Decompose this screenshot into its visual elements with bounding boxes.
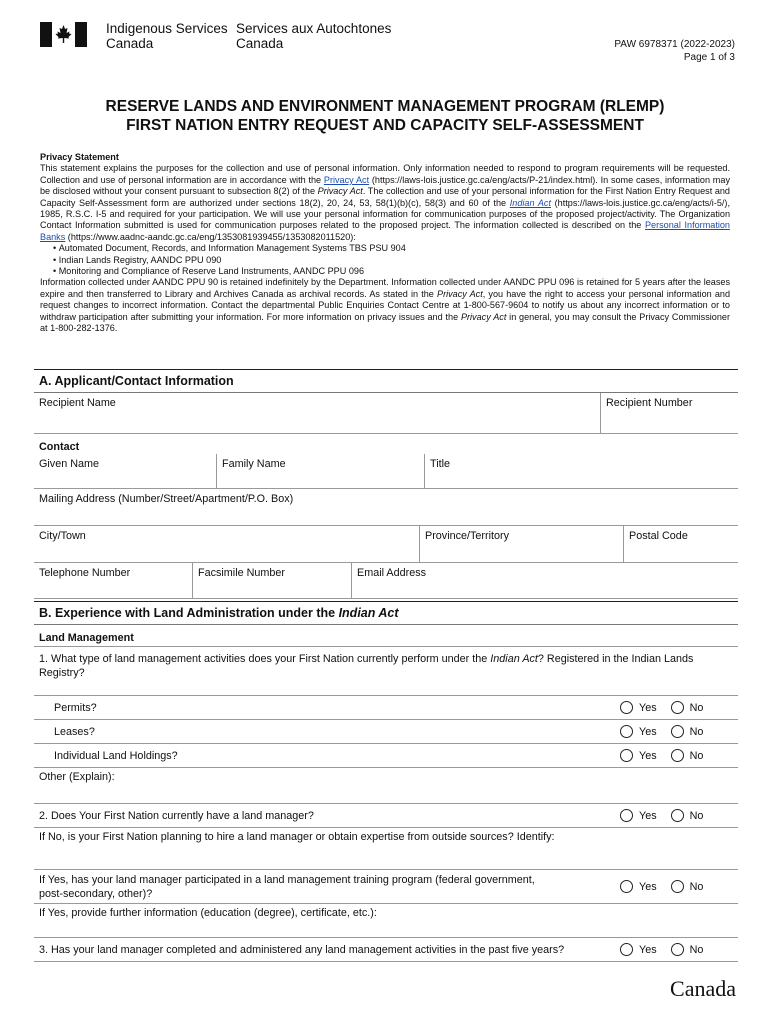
province-field[interactable] xyxy=(420,526,624,562)
radio-icon xyxy=(620,749,633,762)
radio-icon xyxy=(620,725,633,738)
permits-label: Permits? xyxy=(54,701,97,714)
land-management-subheading: Land Management xyxy=(34,625,738,647)
recipient-name-field[interactable] xyxy=(34,393,601,433)
field-label: Recipient Name xyxy=(39,397,116,409)
privacy-text: in general, you may consult the Privacy Commissioner at 1-800-282-1376. xyxy=(40,311,730,334)
leases-label: Leases? xyxy=(54,725,95,738)
radio-icon xyxy=(671,880,684,893)
list-item: • Indian Lands Registry, AANDC PPU 090 xyxy=(53,255,730,266)
question-1 xyxy=(34,647,738,696)
section-b-heading-ital: Indian Act xyxy=(338,606,399,620)
no-label: No xyxy=(689,749,704,762)
canada-flag-icon xyxy=(40,22,87,47)
list-item: • Monitoring and Compliance of Reserve Land Instruments, AANDC PPU 096 xyxy=(53,266,730,277)
training-yes-radio[interactable] xyxy=(620,880,657,893)
telephone-field[interactable] xyxy=(34,563,193,598)
q2-yes-training-text: If Yes, has your land manager participated in a land management training program (federal government, post-secondary, other)? xyxy=(39,873,535,900)
field-label: Email Address xyxy=(357,567,427,579)
section-a-heading: A. Applicant/Contact Information xyxy=(34,369,738,393)
canada-wordmark: Canada xyxy=(670,976,736,1001)
question-2-text: 2. Does Your First Nation currently have a land manager? xyxy=(39,809,314,822)
q3-no-radio[interactable] xyxy=(671,943,704,956)
q2-yes-training-row xyxy=(34,870,738,904)
privacy-paragraph-1 xyxy=(40,163,730,243)
q3-yes-radio[interactable] xyxy=(620,943,657,956)
postal-code-field[interactable] xyxy=(624,526,738,562)
section-b-heading-text: B. Experience with Land Administration under the xyxy=(39,606,339,620)
radio-icon xyxy=(620,809,633,822)
permits-no-radio[interactable] xyxy=(671,701,704,714)
field-label: City/Town xyxy=(39,530,86,542)
yes-label: Yes xyxy=(639,809,657,822)
department-name-en xyxy=(106,21,228,51)
privacy-act-link[interactable]: Privacy Act xyxy=(323,174,370,185)
no-label: No xyxy=(689,725,704,738)
form-body xyxy=(34,369,738,962)
privacy-text: (https://www.aadnc-aandc.gc.ca/eng/1353081939455/1353082011520): xyxy=(65,231,356,242)
yes-label: Yes xyxy=(639,749,657,762)
city-field[interactable] xyxy=(34,526,420,562)
no-label: No xyxy=(689,701,704,714)
question-text: ? Registered in the Indian Lands Registry? xyxy=(39,653,694,679)
dept-fr-line2: Canada xyxy=(236,36,284,51)
page-number: Page 1 of 3 xyxy=(683,52,735,63)
privacy-text: Privacy Act xyxy=(460,311,507,322)
privacy-text: (https://laws-lois.justice.gc.ca/eng/acts/P-21/index.html). In some cases, information may be disclosed without your consent pursuant to subsection 8(2) of the xyxy=(40,174,730,197)
contact-subheading: Contact xyxy=(39,441,80,453)
privacy-text: Privacy Act xyxy=(317,186,363,197)
permits-yes-radio[interactable] xyxy=(620,701,657,714)
leases-no-radio[interactable] xyxy=(671,725,704,738)
list-item: • Automated Document, Records, and Information Management Systems TBS PSU 904 xyxy=(53,243,730,254)
field-label: Mailing Address (Number/Street/Apartment/P.O. Box) xyxy=(39,493,294,505)
q2-no-radio[interactable] xyxy=(671,809,704,822)
yes-label: Yes xyxy=(639,701,657,714)
section-b-heading xyxy=(34,601,738,625)
form-number: PAW 6978371 (2022-2023) xyxy=(614,39,735,50)
q2-yes-radio[interactable] xyxy=(620,809,657,822)
question-3-text: 3. Has your land manager completed and administered any land management activities in the past five years? xyxy=(39,943,565,956)
field-label: Facsimile Number xyxy=(198,567,285,579)
field-label: If Yes, provide further information (education (degree), certificate, etc.): xyxy=(39,907,377,919)
privacy-statement xyxy=(40,152,730,335)
other-explain-field[interactable] xyxy=(34,768,738,804)
given-name-field[interactable] xyxy=(34,454,217,488)
form-title xyxy=(0,97,770,135)
privacy-paragraph-2 xyxy=(40,277,730,334)
privacy-text: , you have the right to access your personal information and request changes to incorrect information. Contact the departmental Public Enquiries Contact Centre at 1-800-567-9604 to notify us about any incorrect information or to withdraw participation after submitting your information. For more information on privacy issues and the xyxy=(40,288,731,322)
q2-no-field[interactable] xyxy=(34,828,738,870)
radio-icon xyxy=(671,809,684,822)
field-label: Province/Territory xyxy=(425,530,509,542)
question-2-row xyxy=(34,804,738,828)
dept-en-line1: Indigenous Services xyxy=(106,21,228,36)
field-label: Recipient Number xyxy=(606,397,693,409)
holdings-row xyxy=(34,744,738,768)
holdings-label: Individual Land Holdings? xyxy=(54,749,178,762)
form-title-line1: RESERVE LANDS AND ENVIRONMENT MANAGEMENT PROGRAM (RLEMP) xyxy=(105,98,665,115)
form-title-line2: FIRST NATION ENTRY REQUEST AND CAPACITY SELF-ASSESSMENT xyxy=(126,117,644,134)
field-label: If No, is your First Nation planning to hire a land manager or obtain expertise from outside sources? Identify: xyxy=(39,831,555,843)
yes-label: Yes xyxy=(639,943,657,956)
radio-icon xyxy=(620,701,633,714)
field-label: Title xyxy=(430,458,450,470)
radio-icon xyxy=(620,880,633,893)
question-text: 1. What type of land management activities does your First Nation currently perform under the xyxy=(39,653,491,665)
no-label: No xyxy=(689,943,704,956)
field-label: Given Name xyxy=(39,458,100,470)
privacy-text: Information collected under AANDC PPU 90 is retained indefinitely by the Department. Information collected under AANDC PPU 096 is retained for 5 years after the leases expire and then transferred to Library and Archives Canada as archival records. As stated in the xyxy=(40,277,730,299)
dept-en-line2: Canada xyxy=(106,36,154,51)
dept-fr-line1: Services aux Autochtones xyxy=(236,21,392,36)
no-label: No xyxy=(689,809,704,822)
privacy-heading: Privacy Statement xyxy=(40,152,119,162)
privacy-bullet-list xyxy=(40,243,730,277)
holdings-yes-radio[interactable] xyxy=(620,749,657,762)
department-name-fr xyxy=(236,21,391,51)
indian-act-link[interactable]: Indian Act xyxy=(509,197,551,208)
yes-label: Yes xyxy=(639,725,657,738)
privacy-text: Privacy Act xyxy=(437,288,483,299)
field-label: Other (Explain): xyxy=(39,771,115,783)
radio-icon xyxy=(671,725,684,738)
recipient-number-field[interactable] xyxy=(601,393,738,433)
email-field[interactable] xyxy=(352,563,738,598)
holdings-no-radio[interactable] xyxy=(671,749,704,762)
leases-yes-radio[interactable] xyxy=(620,725,657,738)
yes-label: Yes xyxy=(639,880,657,893)
leases-row xyxy=(34,720,738,744)
privacy-text: (https://laws-lois.justice.gc.ca/eng/acts/i-5/), 1985, R.S.C. I-5 and required for your participation. We will use your personal information for communication purposes of the proposed project/activity. The Organization Contact Information submitted is used for communication purposes related to the proposed project. The information collected is described on the xyxy=(40,197,730,231)
q2-yes-info-field[interactable] xyxy=(34,904,738,938)
fax-field[interactable] xyxy=(193,563,352,598)
privacy-text: This statement explains the purposes for the collection and use of personal information. Only information needed to respond to program requirements will be requested. Collection and use of personal information are in accordance with the xyxy=(40,163,730,185)
radio-icon xyxy=(620,943,633,956)
family-name-field[interactable] xyxy=(217,454,425,488)
personal-information-banks-link[interactable]: Personal Information Banks xyxy=(40,220,730,242)
field-label: Telephone Number xyxy=(39,567,131,579)
title-field[interactable] xyxy=(425,454,738,488)
question-3-row xyxy=(34,938,738,962)
form-number-block xyxy=(614,38,735,64)
field-label: Family Name xyxy=(222,458,286,470)
permits-row xyxy=(34,696,738,720)
radio-icon xyxy=(671,749,684,762)
mailing-address-field[interactable] xyxy=(34,489,738,525)
radio-icon xyxy=(671,701,684,714)
training-no-radio[interactable] xyxy=(671,880,704,893)
privacy-text: . The collection and use of your personal information for the First Nation Entry Request and Capacity Self-Assessment form are authorized under sections 18(2), 20, 24, 53, 58(1)(b)(c), 58(3) and 60 of the xyxy=(40,186,730,208)
radio-icon xyxy=(671,943,684,956)
field-label: Postal Code xyxy=(629,530,688,542)
question-text: Indian Act xyxy=(490,653,538,665)
no-label: No xyxy=(689,880,704,893)
